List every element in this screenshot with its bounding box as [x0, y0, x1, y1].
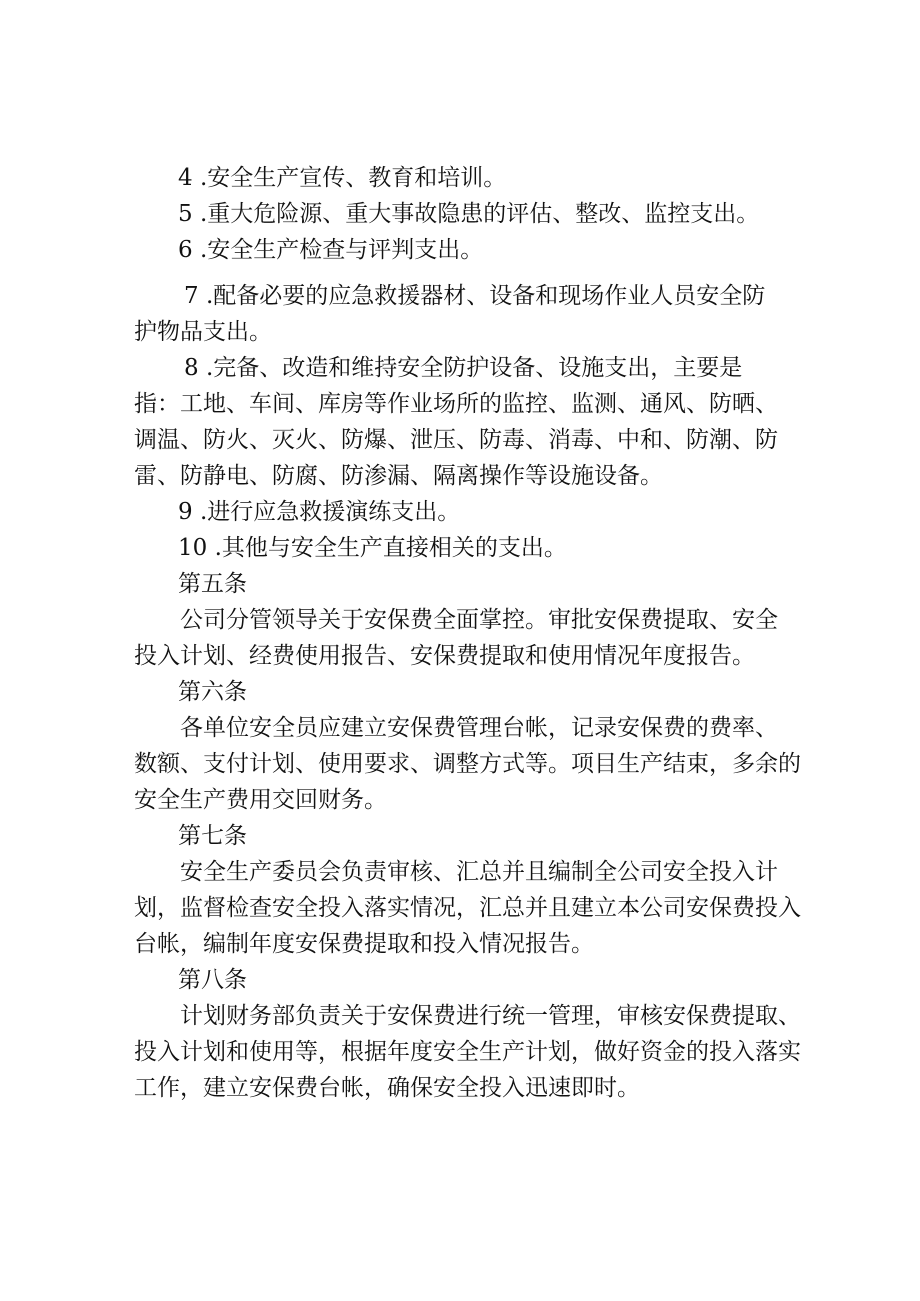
article-heading-8: 第八条 — [178, 967, 247, 993]
paragraph-line: 台帐，编制年度安保费提取和投入情况报告。 — [134, 931, 594, 957]
list-item-4: 4 .安全生产宣传、教育和培训。 — [178, 165, 507, 191]
list-item-8-continued: 指：工地、车间、库房等作业场所的监控、监测、通风、防晒、 — [134, 391, 778, 417]
paragraph-line: 投入计划和使用等，根据年度安全生产计划，做好资金的投入落实 — [134, 1039, 801, 1065]
paragraph-line: 划，监督检查安全投入落实情况，汇总并且建立本公司安保费投入 — [134, 895, 801, 921]
list-item-10: 10 .其他与安全生产直接相关的支出。 — [178, 535, 567, 561]
list-item-9: 9 .进行应急救援演练支出。 — [178, 499, 461, 525]
document-body — [134, 160, 814, 1106]
article-heading-5: 第五条 — [178, 571, 247, 597]
paragraph-line: 计划财务部负责关于安保费进行统一管理，审核安保费提取、 — [180, 1003, 801, 1029]
paragraph-line: 公司分管领导关于安保费全面掌控。审批安保费提取、安全 — [180, 607, 778, 633]
list-item-8-continued: 调温、防火、灭火、防爆、泄压、防毒、消毒、中和、防潮、防 — [134, 427, 778, 453]
paragraph-line: 各单位安全员应建立安保费管理台帐，记录安保费的费率、 — [180, 715, 778, 741]
list-item-8: 8 .完备、改造和维持安全防护设备、设施支出，主要是 — [184, 355, 743, 381]
paragraph-line: 工作，建立安保费台帐，确保安全投入迅速即时。 — [134, 1075, 640, 1101]
list-item-7: 7 .配备必要的应急救援器材、设备和现场作业人员安全防 — [184, 283, 766, 309]
list-item-6: 6 .安全生产检查与评判支出。 — [178, 237, 484, 263]
list-item-5: 5 .重大危险源、重大事故隐患的评估、整改、监控支出。 — [178, 201, 760, 227]
list-item-7-continued: 护物品支出。 — [134, 319, 272, 345]
article-heading-7: 第七条 — [178, 823, 247, 849]
list-item-8-continued: 雷、防静电、防腐、防渗漏、隔离操作等设施设备。 — [134, 463, 663, 489]
paragraph-line: 安全生产委员会负责审核、汇总并且编制全公司安全投入计 — [180, 859, 778, 885]
paragraph-line: 投入计划、经费使用报告、安保费提取和使用情况年度报告。 — [134, 643, 755, 669]
paragraph-line: 安全生产费用交回财务。 — [134, 787, 387, 813]
article-heading-6: 第六条 — [178, 679, 247, 705]
paragraph-line: 数额、支付计划、使用要求、调整方式等。项目生产结束，多余的 — [134, 751, 801, 777]
